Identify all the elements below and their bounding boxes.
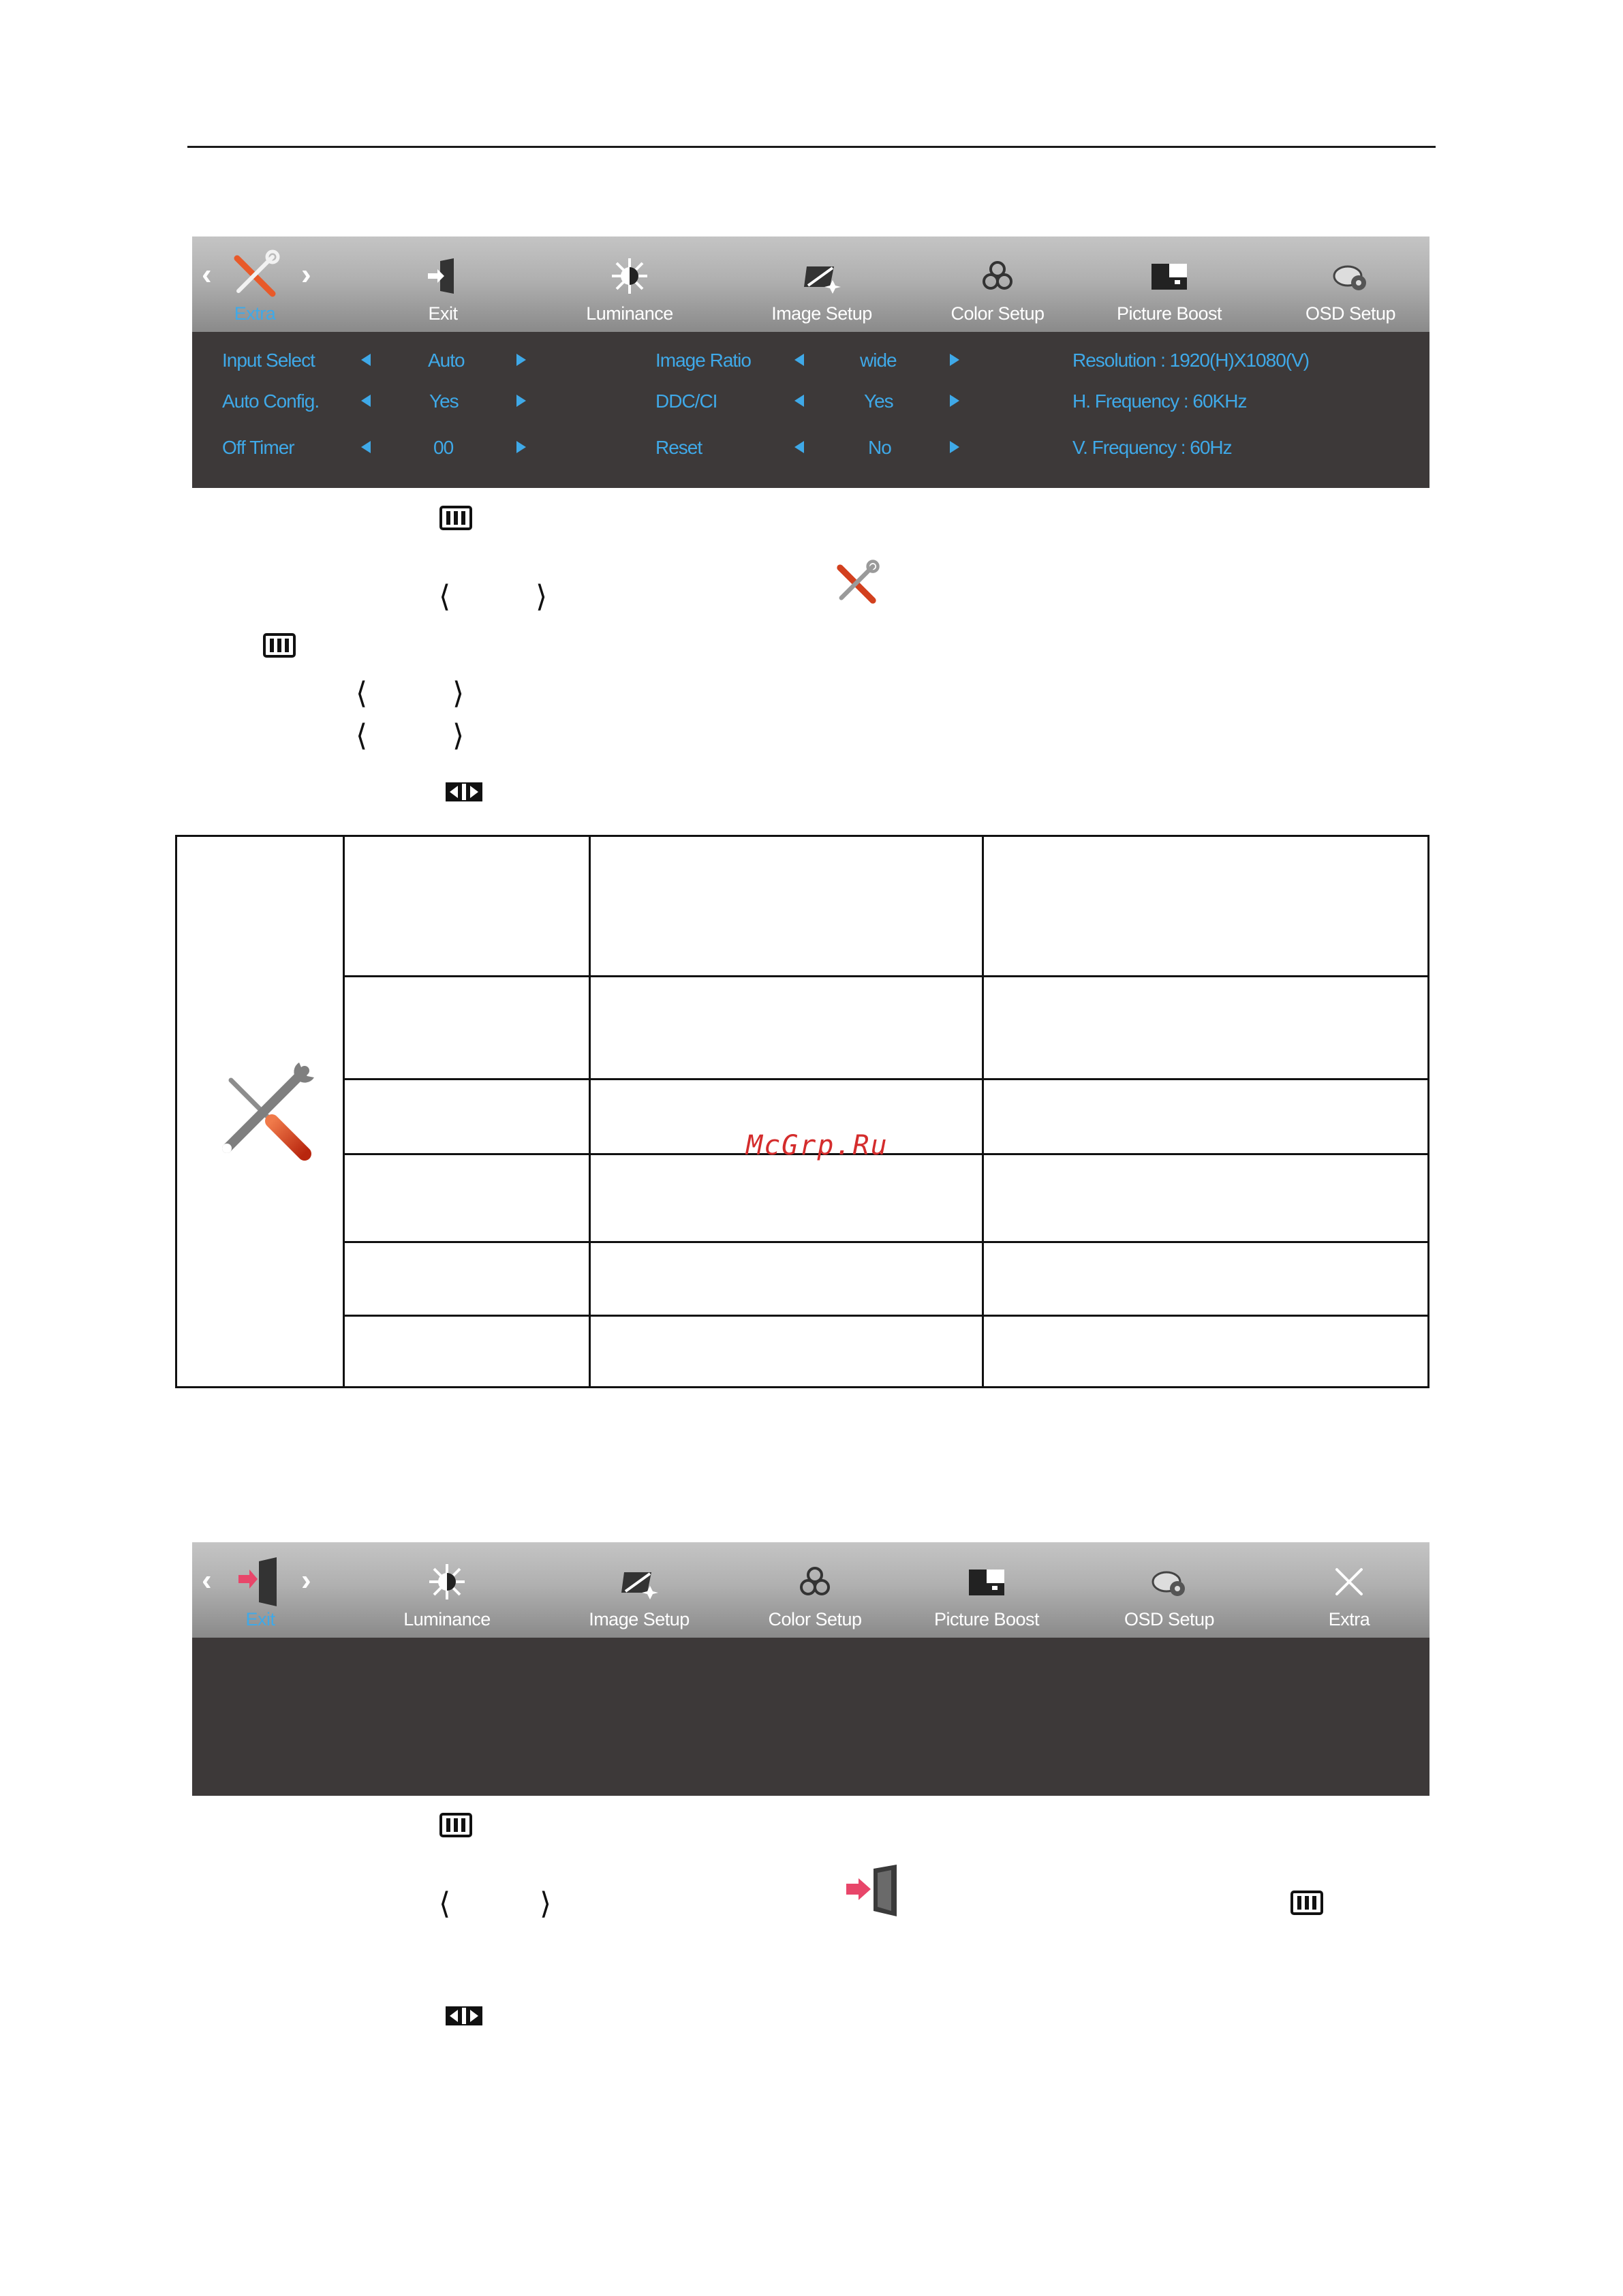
arrow-left-icon[interactable]	[794, 395, 804, 407]
table-column-divider	[589, 835, 591, 1388]
arrow-left-icon[interactable]	[361, 441, 371, 453]
setting-value-ddc-ci: Yes	[864, 391, 893, 412]
arrow-right-icon[interactable]	[950, 354, 959, 366]
osd-content-panel	[192, 332, 1429, 488]
image-setup-icon	[803, 257, 841, 295]
setting-label-ddc-ci: DDC/CI	[655, 391, 717, 412]
setting-value-auto-config: Yes	[429, 391, 459, 412]
tab-color-setup[interactable]	[733, 1542, 897, 1638]
setting-label-off-timer: Off Timer	[222, 437, 294, 458]
osd-setup-icon	[1150, 1563, 1188, 1601]
osd-exit-menu	[192, 1542, 1429, 1796]
left-angle-icon: ⟨	[439, 1886, 451, 1921]
left-angle-icon: ⟨	[356, 718, 368, 753]
left-angle-icon: ⟨	[439, 579, 451, 614]
arrow-left-icon[interactable]	[361, 354, 371, 366]
exit-door-icon	[233, 1555, 288, 1609]
image-setup-icon	[620, 1563, 658, 1601]
arrow-left-icon[interactable]	[794, 354, 804, 366]
left-angle-icon: ⟨	[356, 676, 368, 711]
setting-value-input-select: Auto	[428, 350, 465, 371]
tab-label: Luminance	[586, 303, 673, 324]
tab-label: Color Setup	[950, 303, 1045, 324]
sun-icon	[610, 257, 649, 295]
menu-button-icon	[439, 506, 472, 530]
tab-label: OSD Setup	[1305, 303, 1396, 324]
tab-luminance[interactable]	[548, 236, 711, 332]
arrow-right-icon[interactable]	[950, 395, 959, 407]
tab-image-setup[interactable]	[740, 236, 903, 332]
tab-label: OSD Setup	[1124, 1609, 1215, 1629]
right-angle-icon: ⟩	[540, 1886, 552, 1921]
setting-label-reset: Reset	[655, 437, 702, 458]
table-border	[175, 1386, 1429, 1388]
osd-extra-menu	[192, 236, 1429, 488]
tab-extra[interactable]	[173, 236, 337, 332]
top-rule	[187, 146, 1436, 148]
watermark-text: McGrp.Ru	[746, 1130, 888, 1161]
arrow-left-icon[interactable]	[361, 395, 371, 407]
setting-value-reset: No	[868, 437, 891, 458]
osd-content-panel	[192, 1638, 1429, 1796]
color-circles-icon	[978, 257, 1017, 295]
picture-boost-icon	[1150, 257, 1188, 295]
info-v-frequency: V. Frequency : 60Hz	[1072, 437, 1232, 458]
table-border	[175, 835, 1429, 837]
menu-button-icon	[439, 1813, 472, 1837]
tab-extra[interactable]	[1267, 1542, 1431, 1638]
tab-label: Exit	[245, 1609, 275, 1629]
tab-osd-setup[interactable]	[1087, 1542, 1251, 1638]
chevron-left-icon[interactable]: ‹	[202, 1563, 212, 1597]
arrow-right-icon[interactable]	[950, 441, 959, 453]
chevron-right-icon[interactable]: ›	[301, 258, 311, 291]
tools-icon	[831, 559, 882, 609]
tab-label: Luminance	[403, 1609, 491, 1629]
setting-value-off-timer: 00	[433, 437, 454, 458]
setting-label-auto-config: Auto Config.	[222, 391, 320, 412]
tab-osd-setup[interactable]	[1269, 236, 1432, 332]
table-column-divider	[982, 835, 984, 1388]
color-circles-icon	[796, 1563, 834, 1601]
tab-label: Image Setup	[771, 303, 872, 324]
tab-exit[interactable]	[361, 236, 525, 332]
tab-label: Extra	[234, 303, 276, 324]
setting-value-image-ratio: wide	[860, 350, 897, 371]
menu-button-icon	[1290, 1891, 1323, 1915]
tools-icon	[228, 249, 282, 303]
info-resolution: Resolution : 1920(H)X1080(V)	[1072, 350, 1310, 371]
osd-setup-icon	[1331, 257, 1370, 295]
table-row-divider	[343, 1241, 1429, 1243]
table-border	[1427, 835, 1429, 1388]
source-button-icon	[444, 2004, 484, 2028]
tab-label: Extra	[1328, 1609, 1370, 1629]
tab-label: Color Setup	[768, 1609, 862, 1629]
sun-icon	[428, 1563, 466, 1601]
table-border	[175, 835, 177, 1388]
tab-label: Picture Boost	[1116, 303, 1222, 324]
tab-label: Picture Boost	[933, 1609, 1040, 1629]
exit-door-icon	[424, 257, 462, 295]
tab-image-setup[interactable]	[557, 1542, 721, 1638]
table-row-divider	[343, 1078, 1429, 1080]
arrow-right-icon[interactable]	[516, 395, 526, 407]
tab-label: Image Setup	[589, 1609, 690, 1629]
exit-door-icon	[844, 1863, 905, 1918]
table-column-divider	[343, 835, 345, 1388]
arrow-left-icon[interactable]	[794, 441, 804, 453]
right-angle-icon: ⟩	[452, 676, 465, 711]
osd-menubar	[192, 1542, 1429, 1638]
arrow-right-icon[interactable]	[516, 441, 526, 453]
arrow-right-icon[interactable]	[516, 354, 526, 366]
tab-label: Exit	[428, 303, 458, 324]
tab-luminance[interactable]	[365, 1542, 529, 1638]
setting-label-input-select: Input Select	[222, 350, 315, 371]
source-button-icon	[444, 780, 484, 804]
setting-label-image-ratio: Image Ratio	[655, 350, 751, 371]
table-row-divider	[343, 1315, 1429, 1317]
right-angle-icon: ⟩	[536, 579, 548, 614]
menu-button-icon	[263, 633, 296, 658]
table-row-divider	[343, 975, 1429, 977]
osd-menubar	[192, 236, 1429, 332]
chevron-right-icon[interactable]: ›	[301, 1563, 311, 1597]
tab-color-setup[interactable]	[916, 236, 1079, 332]
info-h-frequency: H. Frequency : 60KHz	[1072, 391, 1247, 412]
right-angle-icon: ⟩	[452, 718, 465, 753]
picture-boost-icon	[968, 1563, 1006, 1601]
chevron-left-icon[interactable]: ‹	[202, 258, 212, 291]
tab-exit[interactable]	[179, 1542, 342, 1638]
extra-settings-table	[175, 835, 1429, 1388]
tab-picture-boost[interactable]	[1087, 236, 1251, 332]
tab-picture-boost[interactable]	[905, 1542, 1068, 1638]
tools-icon	[209, 1058, 318, 1167]
tools-icon	[1330, 1563, 1368, 1601]
